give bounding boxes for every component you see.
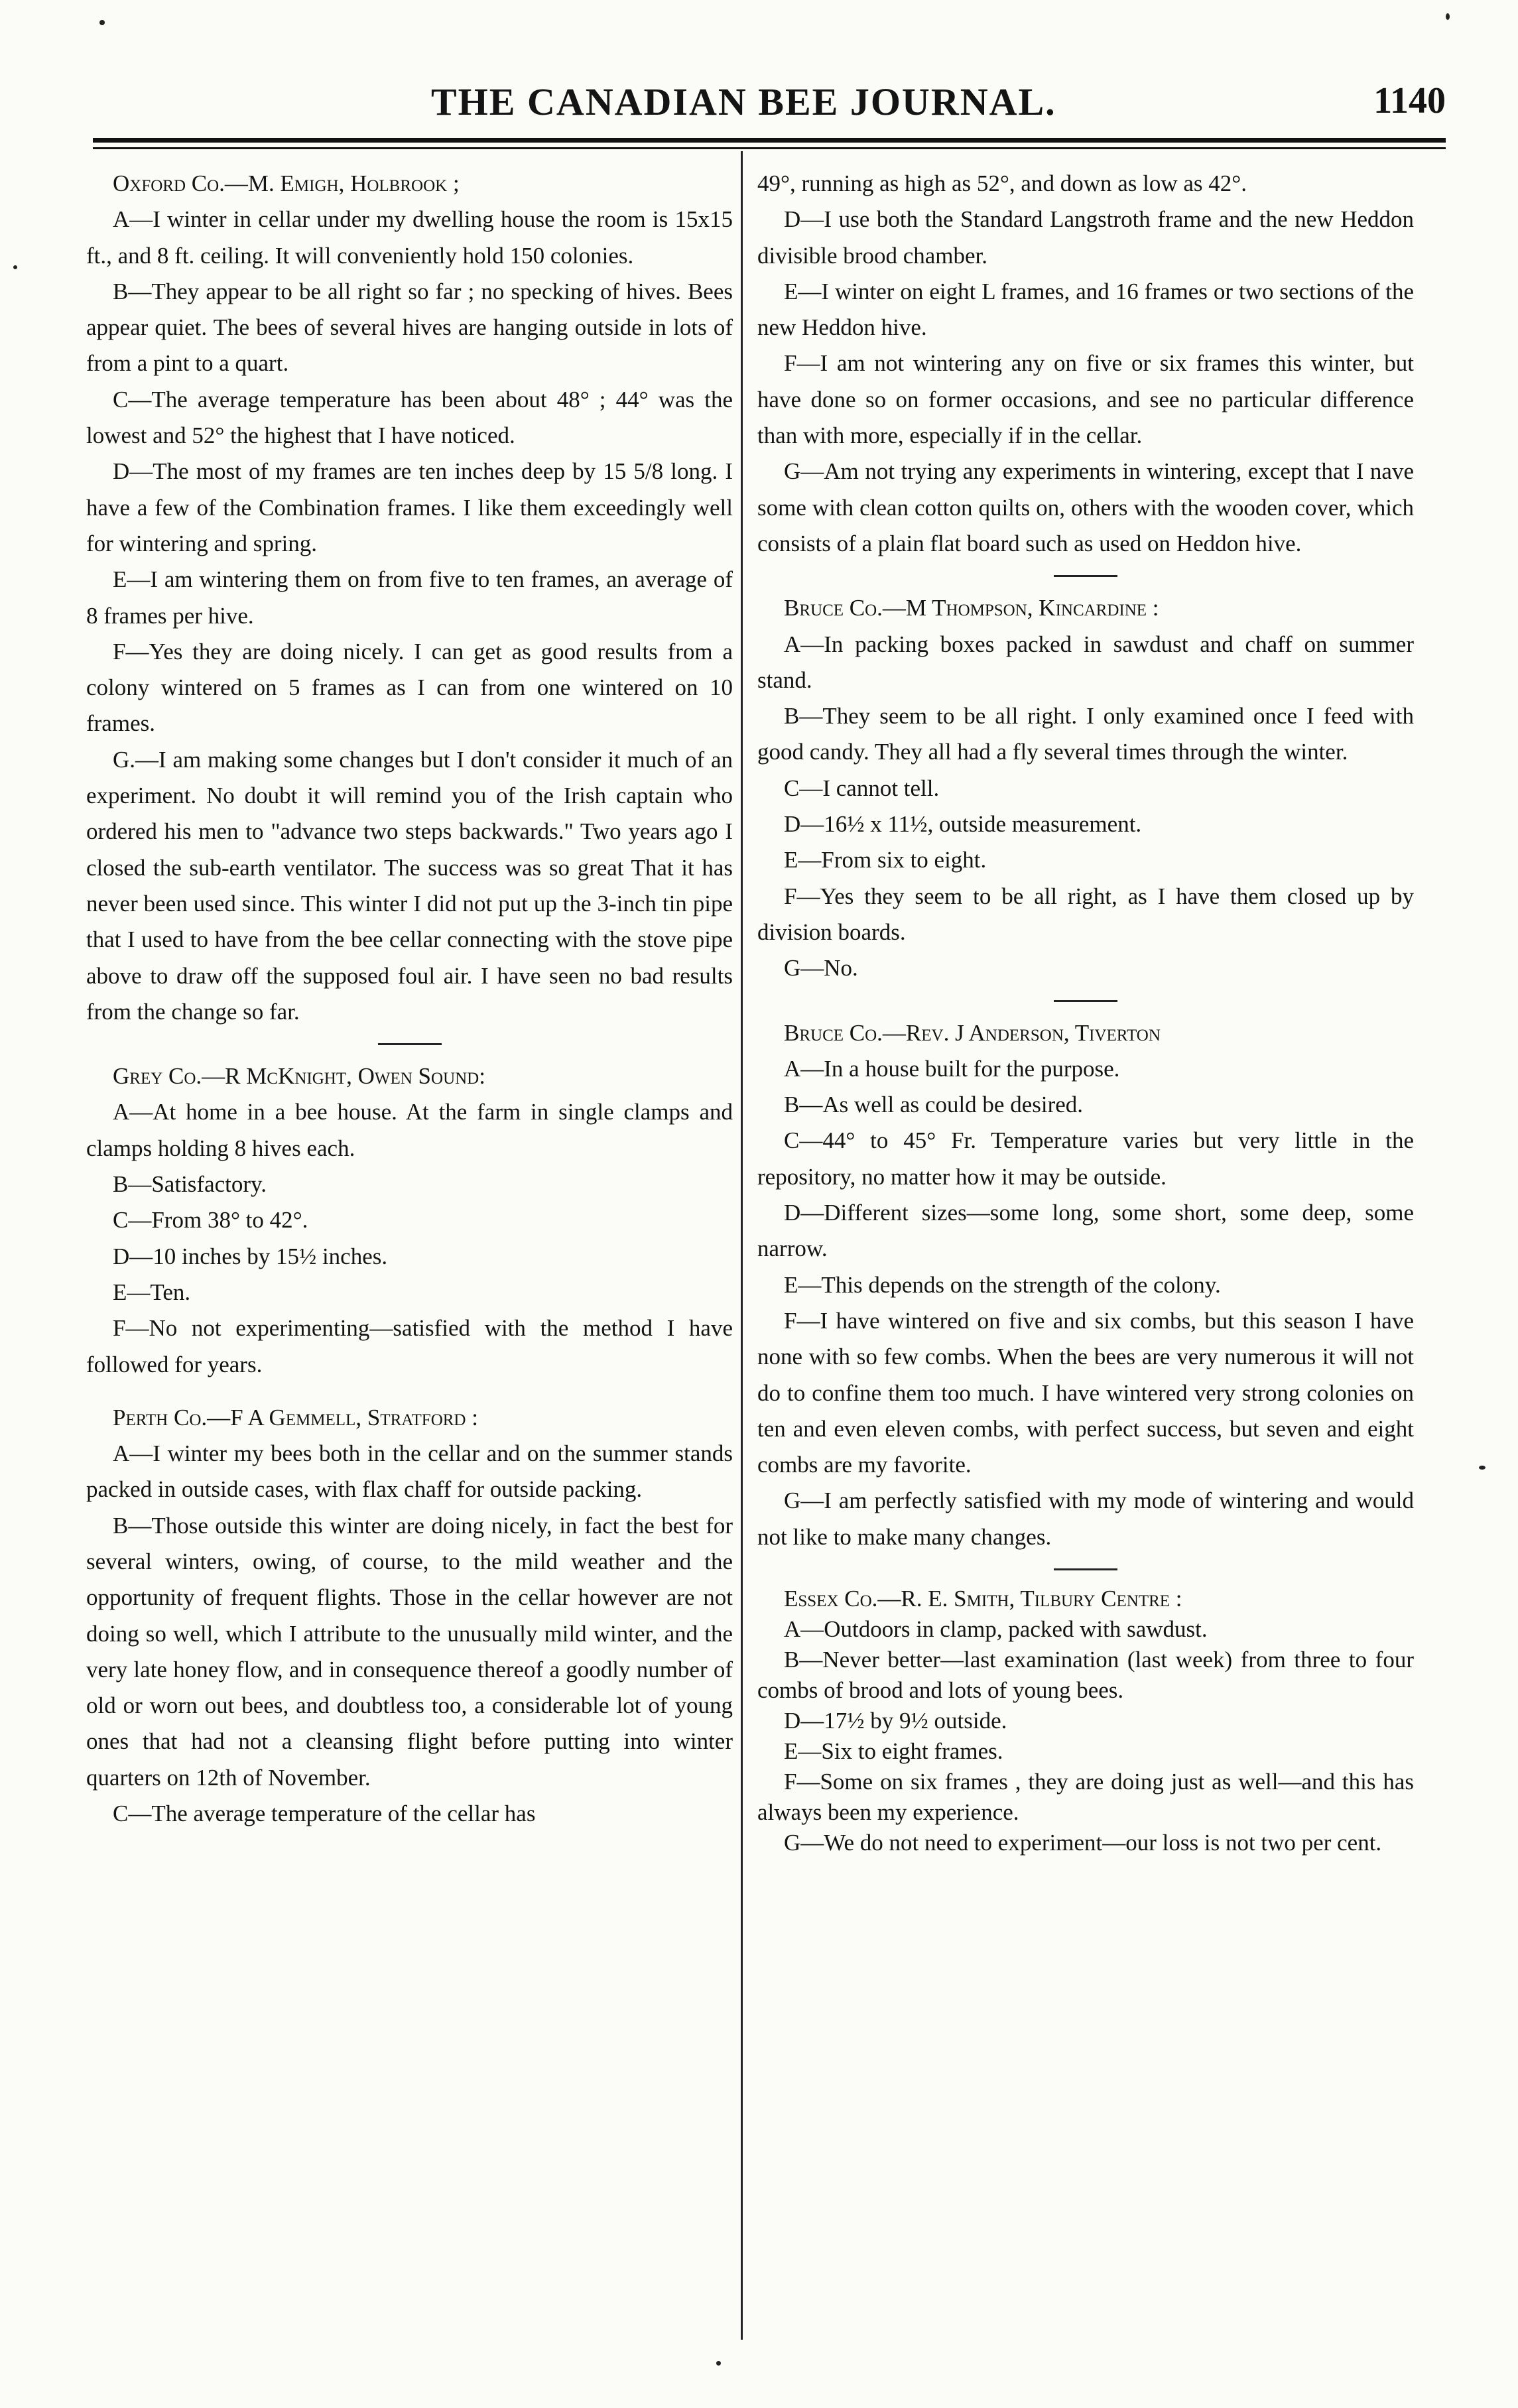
column-divider [741,151,743,2340]
paragraph: E—I winter on eight L frames, and 16 frames or two sections of the new Heddon hive. [757,278,1414,341]
paragraph: D—16½ x 11½, outside measurement. [784,811,1142,838]
paragraph: C—The average temperature has been about 48° ; 44° was the lowest and 52° the highest that I have noticed. [86,386,733,449]
section-gap [86,1383,733,1400]
paragraph: E—Ten. [113,1279,191,1305]
paragraph: F—I have wintered on five and six combs, but this season I have none with so few combs. When the bees are very numerous it will not do to confine them too much. I have wintered very strong colonies on ten and even eleven combs, with perfect success, but seven and eight combs are my favorite. [757,1307,1414,1478]
paragraph: D—10 inches by 15½ inches. [113,1243,388,1269]
section-separator [1054,1000,1117,1002]
paragraph: G—No. [784,955,858,982]
section-heading: Perth Co.—F A Gemmell, Stratford : [113,1404,478,1430]
page-header [86,74,1446,134]
paragraph: F—Yes they are doing nicely. I can get as good results from a colony wintered on 5 frames as I can from one wintered on 10 frames. [86,638,733,737]
left-column [86,166,733,1832]
section-oxford [86,166,733,1030]
paragraph: C—The average temperature of the cellar has [113,1801,536,1827]
paragraph: 49°, running as high as 52°, and down as low as 42°. [757,170,1247,196]
header-rule-thin [93,147,1446,149]
journal-title: THE CANADIAN BEE JOURNAL. [431,80,1056,123]
paragraph: B—They appear to be all right so far ; no specking of hives. Bees appear quiet. The bees of several hives are hanging outside in lots of from a pint to a quart. [86,278,733,377]
section-bruce-anderson [757,1015,1414,1555]
paragraph: C—I cannot tell. [784,775,940,801]
paragraph: C—From 38° to 42°. [113,1207,308,1234]
section-heading: Oxford Co.—M. Emigh, Holbrook ; [113,170,460,196]
paragraph: A—In a house built for the purpose. [784,1055,1120,1082]
section-grey [86,1058,733,1383]
paragraph: D—17½ by 9½ outside. [784,1707,1007,1734]
paragraph: A—At home in a bee house. At the farm in single clamps and clamps holding 8 hives each. [86,1099,733,1161]
scan-speck [716,2361,721,2366]
paragraph: D—Different sizes—some long, some short, some deep, some narrow. [757,1200,1414,1262]
section-perth [86,1400,733,1832]
paragraph: A—I winter my bees both in the cellar and on the summer stands packed in outside cases, with flax chaff for outside packing. [86,1440,733,1503]
paragraph: B—As well as could be desired. [784,1092,1084,1118]
paragraph: G—Am not trying any experiments in wintering, except that I nave some with clean cotton quilts on, others with the wooden cover, which consists of a plain flat board such as used on Heddon hive. [757,458,1414,556]
paragraph: G.—I am making some changes but I don't consider it much of an experiment. No doubt it will remind you of the Irish captain who ordered his men to "advance two steps backwards." Two years ago I closed the sub-earth ventilator. The success was so great That it has never been used since. This winter I did not put up the 3-inch tin pipe that I used to have from the bee cellar connecting with the stove pipe above to draw off the supposed foul air. I have seen no bad results from the change so far. [86,746,733,1025]
paragraph: D—The most of my frames are ten inches deep by 15 5/8 long. I have a few of the Combination frames. I like them exceedingly well for wintering and spring. [86,458,733,556]
scan-speck [1446,13,1450,20]
section-heading: Grey Co.—R McKnight, Owen Sound: [113,1063,485,1090]
right-column [757,166,1414,1858]
section-separator [378,1043,442,1045]
scan-speck [99,20,105,25]
section-heading: Bruce Co.—M Thompson, Kincardine : [784,595,1159,621]
section-perth-continued [757,166,1414,562]
paragraph: D—I use both the Standard Langstroth frame and the new Heddon divisible brood chamber. [757,206,1414,269]
paragraph: B—Never better—last examination (last week) from three to four combs of brood and lots of young bees. [757,1646,1414,1703]
paragraph: E—This depends on the strength of the colony. [784,1271,1221,1298]
paragraph: G—I am perfectly satisfied with my mode of wintering and would not like to make many changes. [757,1488,1414,1550]
scan-speck [13,265,17,269]
section-separator [1054,1568,1117,1570]
paragraph: B—They seem to be all right. I only examined once I feed with good candy. They all had a fly several times through the winter. [757,703,1414,765]
paragraph: B—Satisfactory. [113,1171,267,1198]
paragraph: G—We do not need to experiment—our loss is not two per cent. [784,1829,1382,1856]
header-rule [93,138,1446,143]
paragraph: F—I am not wintering any on five or six frames this winter, but have done so on former occasions, and see no particular difference than with more, especially if in the cellar. [757,350,1414,449]
paragraph: F—Some on six frames , they are doing just as well—and this has always been my experience. [757,1768,1414,1825]
paragraph: E—I am wintering them on from five to ten frames, an average of 8 frames per hive. [86,566,733,629]
paragraph: C—44° to 45° Fr. Temperature varies but very little in the repository, no matter how it may be outside. [757,1127,1414,1190]
page-number: 1140 [1373,80,1446,121]
paragraph: A—In packing boxes packed in sawdust and chaff on summer stand. [757,631,1414,693]
section-essex [757,1584,1414,1858]
paragraph: A—I winter in cellar under my dwelling house the room is 15x15 ft., and 8 ft. ceiling. It will conveniently hold 150 colonies. [86,206,733,269]
paragraph: F—Yes they seem to be all right, as I have them closed up by division boards. [757,883,1414,945]
scan-speck [1479,1466,1486,1470]
paragraph: B—Those outside this winter are doing nicely, in fact the best for several winters, owing, of course, to the mild weather and the opportunity of frequent flights. Those in the cellar however are not doing so well, which I attribute to the unusually mild winter, and the very late honey flow, and in consequence thereof a goodly number of old or worn out bees, and doubtless too, a considerable lot of young ones that had not a cleansing flight before putting into winter quarters on 12th of November. [86,1512,733,1791]
paragraph: E—Six to eight frames. [784,1738,1003,1764]
paragraph: E—From six to eight. [784,847,987,873]
paragraph: F—No not experimenting—satisfied with the method I have followed for years. [86,1315,733,1377]
section-heading: Essex Co.—R. E. Smith, Tilbury Centre : [784,1585,1182,1612]
section-separator [1054,575,1117,577]
paragraph: A—Outdoors in clamp, packed with sawdust. [784,1616,1208,1642]
section-heading: Bruce Co.—Rev. J Anderson, Tiverton [784,1019,1161,1046]
section-bruce-thompson [757,590,1414,986]
